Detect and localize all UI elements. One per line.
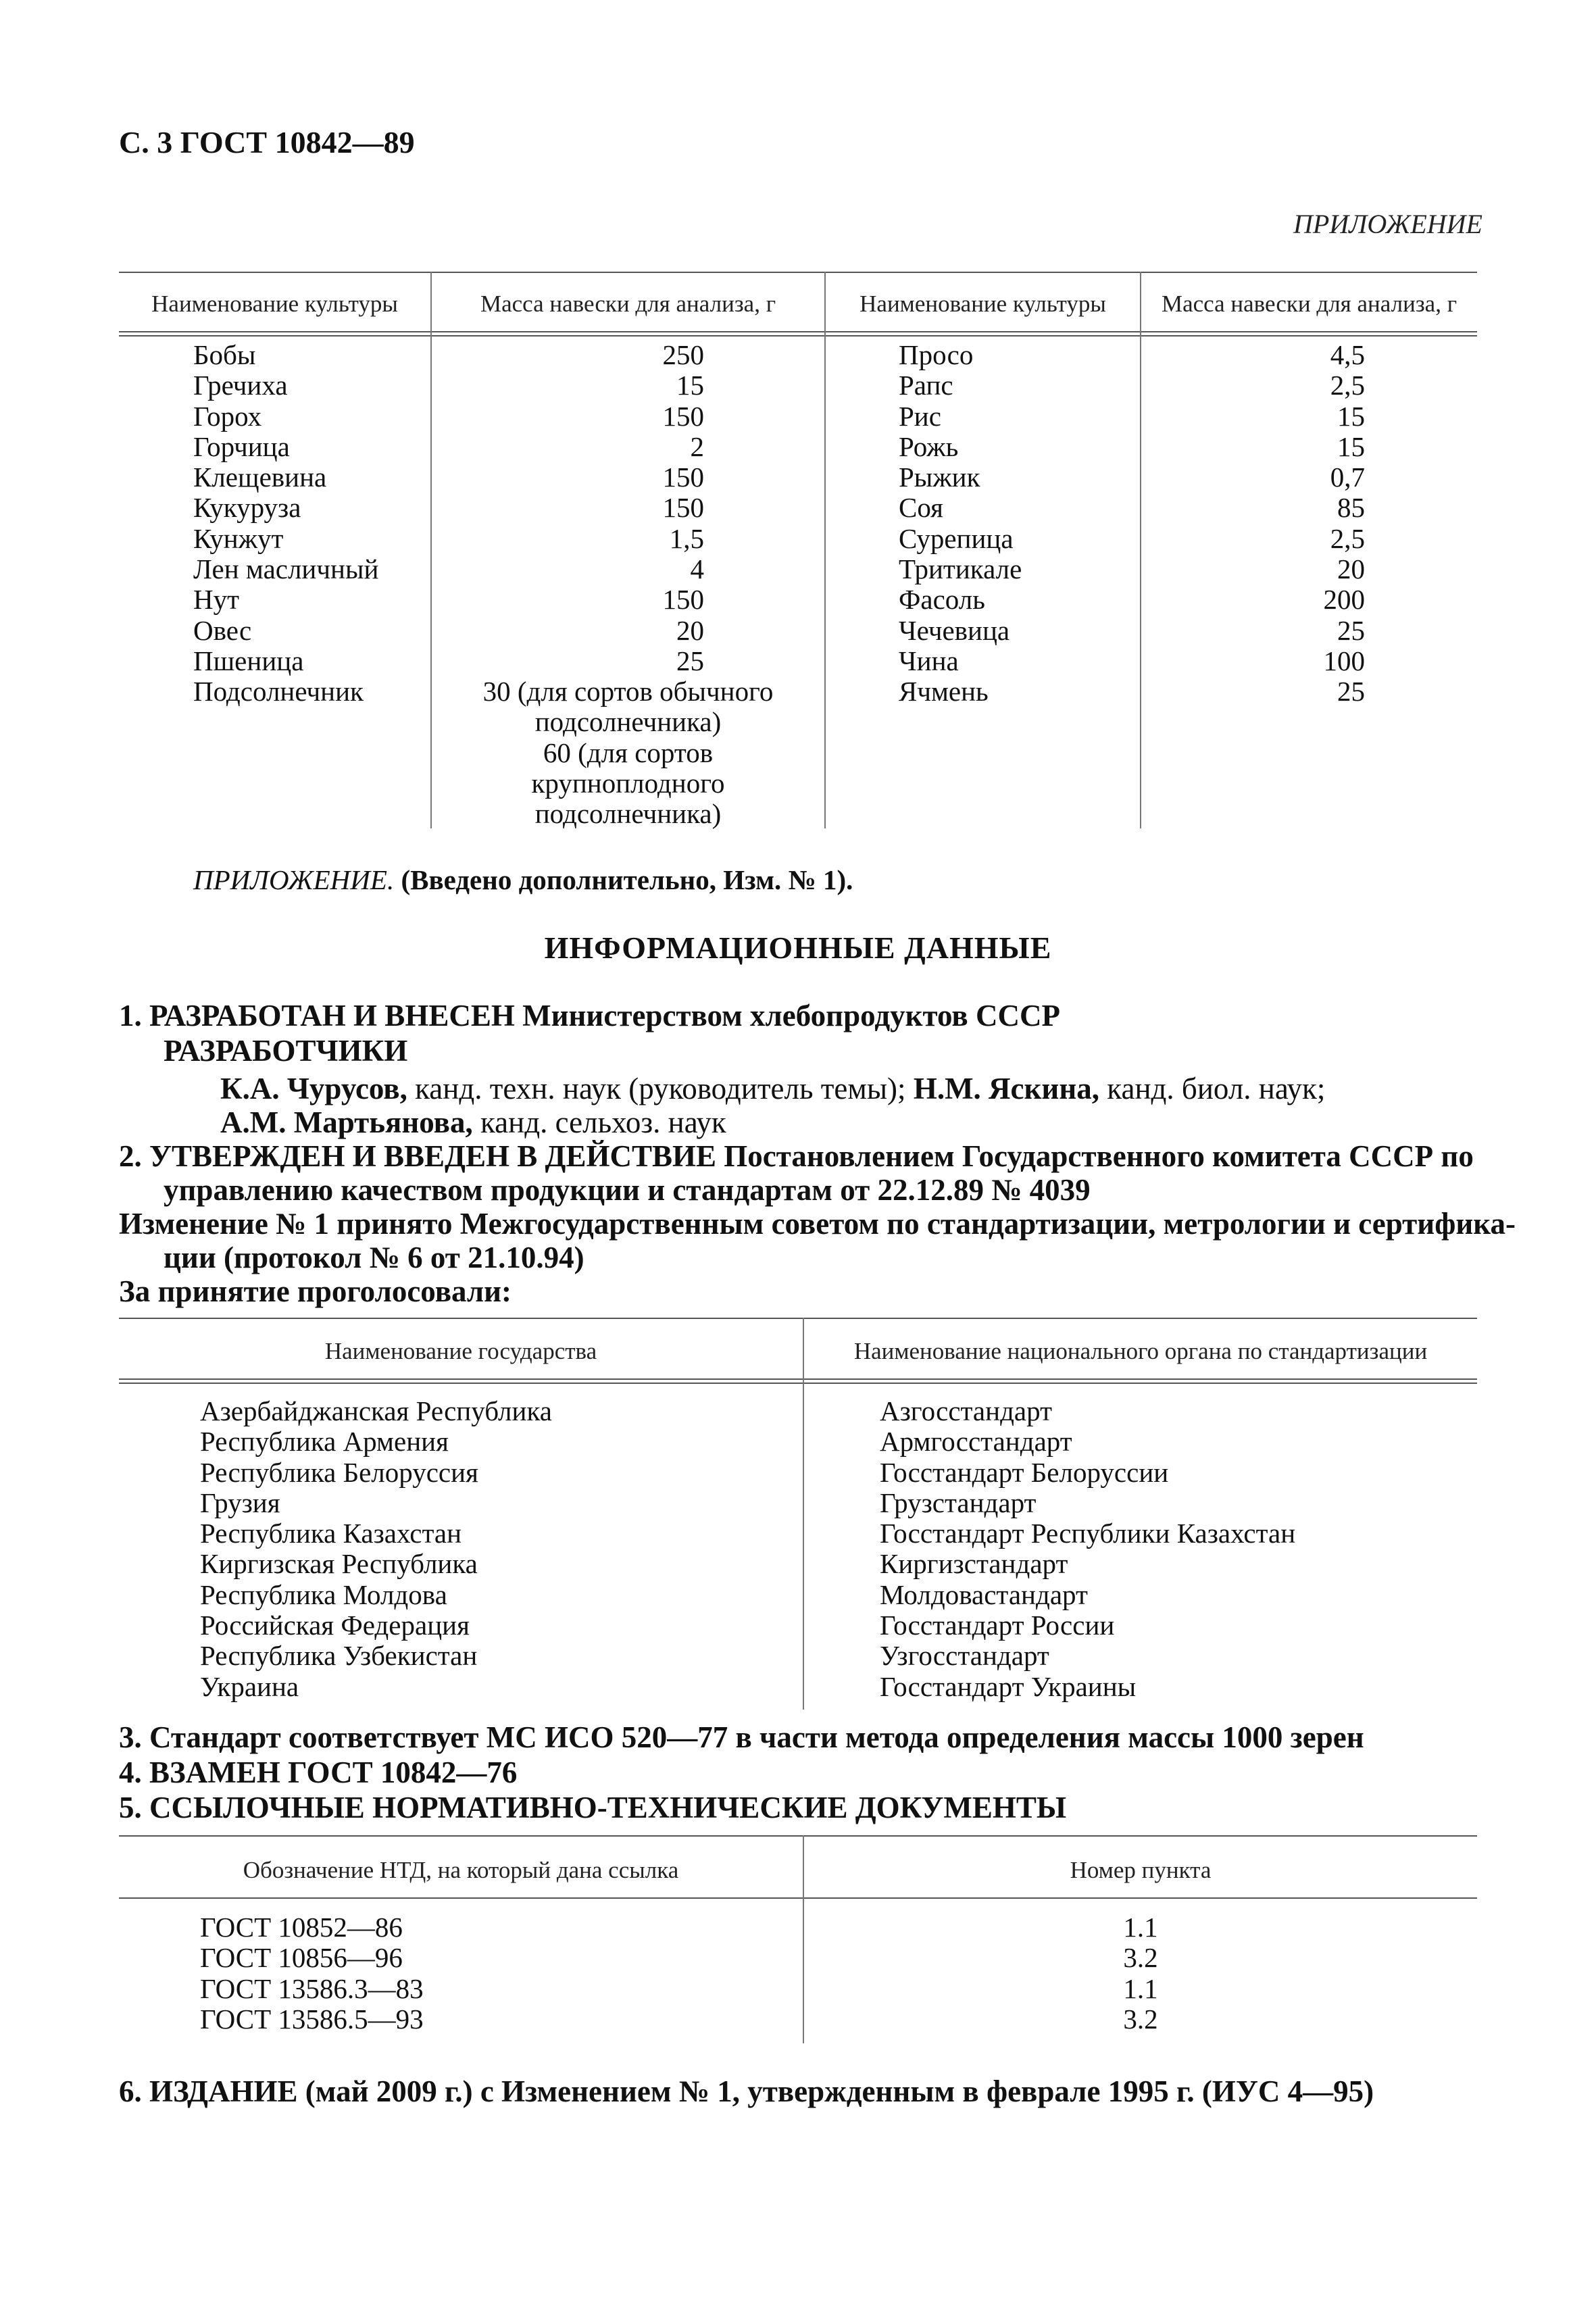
point-number: 3.2	[1123, 2003, 1158, 2035]
mass-value: 25	[676, 645, 704, 676]
mass-note-line: крупноплодного	[531, 767, 725, 799]
developer-name: Н.М. Яскина,	[913, 1072, 1100, 1105]
mass-value: 2	[690, 430, 704, 462]
doc-reference: ГОСТ 10856—96	[200, 1942, 403, 1974]
change-note-line-2: ции (протокол № 6 от 21.10.94)	[164, 1241, 584, 1274]
table-header-rule	[119, 1897, 1477, 1899]
state-list	[200, 1396, 552, 1702]
crop-name: Соя	[899, 492, 943, 524]
col-header-body: Наименование национального органа по стандартизации	[853, 1338, 1428, 1364]
mass-value: 100	[1323, 645, 1365, 676]
developer-role: канд. сельхоз. наук	[480, 1105, 726, 1139]
doc-reference: ГОСТ 13586.3—83	[200, 1972, 424, 2004]
state-name: Грузия	[200, 1487, 280, 1518]
col-header-mass: Масса навески для анализа, г	[1161, 291, 1457, 317]
crop-name: Чечевица	[899, 614, 1010, 646]
crop-name: Гречиха	[193, 370, 288, 401]
point-number: 1.1	[1123, 1972, 1158, 2004]
mass-note-line: подсолнечника)	[534, 706, 722, 738]
sunflower-mass-cell	[432, 676, 824, 829]
crop-name: Овес	[193, 614, 252, 646]
mass-value: 150	[662, 584, 704, 616]
item-3: 3. Стандарт соответствует МС ИСО 520—77 в части метода определения массы 1000 зерен	[119, 1720, 1364, 1754]
item-2-line-2: управлению качеством продукции и стандартам от 22.12.89 № 4039	[164, 1173, 1091, 1207]
mass-value: 4,5	[1330, 339, 1365, 370]
table-col-divider	[1140, 272, 1141, 828]
crop-name: Лен масличный	[193, 553, 379, 585]
mass-value: 2,5	[1330, 370, 1365, 401]
left-crop-list	[193, 340, 378, 707]
mass-value: 20	[1337, 553, 1365, 585]
crop-name: Нут	[193, 584, 240, 616]
point-number: 1.1	[1123, 1912, 1158, 1943]
col-header-point: Номер пункта	[1070, 1857, 1212, 1883]
standards-body: Госстандарт России	[880, 1610, 1115, 1641]
crop-name: Чина	[899, 645, 959, 676]
table-col-divider	[824, 272, 826, 828]
crop-name: Фасоль	[899, 584, 985, 616]
page-header: С. 3 ГОСТ 10842—89	[119, 125, 415, 159]
mass-value: 20	[676, 614, 704, 646]
developers-line-1	[220, 1072, 1325, 1105]
crop-name: Рис	[899, 400, 941, 432]
change-note-line-3: За принятие проголосовали:	[119, 1274, 512, 1308]
mass-value: 2,5	[1330, 522, 1365, 554]
crop-name: Сурепица	[899, 522, 1014, 554]
standards-body: Госстандарт Республики Казахстан	[880, 1518, 1296, 1549]
point-list	[804, 1912, 1477, 2035]
mass-value: 150	[662, 400, 704, 432]
doc-list	[200, 1912, 424, 2035]
crop-name: Рожь	[899, 430, 959, 462]
developer-name: К.А. Чурусов,	[220, 1072, 407, 1105]
mass-value: 1,5	[669, 522, 704, 554]
mass-value: 150	[662, 462, 704, 493]
mass-note-line: подсолнечника)	[534, 798, 722, 830]
crop-name: Бобы	[193, 339, 256, 370]
crop-name: Кунжут	[193, 522, 284, 554]
state-name: Российская Федерация	[200, 1610, 470, 1641]
state-name: Республика Казахстан	[200, 1518, 462, 1549]
item-1: 1. РАЗРАБОТАН И ВНЕСЕН Министерством хлебопродуктов СССР	[119, 999, 1060, 1032]
change-note-line-1: Изменение № 1 принято Межгосударственным советом по стандартизации, метрологии и сертифика-	[119, 1207, 1516, 1241]
appendix-label: ПРИЛОЖЕНИЕ	[1293, 209, 1482, 239]
state-name: Украина	[200, 1670, 299, 1702]
standards-body: Узгосстандарт	[880, 1640, 1049, 1672]
standards-body: Грузстандарт	[880, 1487, 1037, 1518]
mass-note-line: 60 (для сортов	[543, 737, 714, 768]
col-header-crop: Наименование культуры	[151, 291, 398, 317]
mass-note-line: 30 (для сортов обычного	[482, 676, 774, 707]
mass-value: 25	[1337, 676, 1365, 707]
mass-value: 15	[1337, 400, 1365, 432]
state-name: Республика Армения	[200, 1426, 449, 1458]
state-name: Республика Узбекистан	[200, 1640, 478, 1672]
standards-body: Госстандарт Белоруссии	[880, 1456, 1169, 1488]
table-top-rule	[119, 1835, 1477, 1837]
crop-name: Ячмень	[899, 676, 989, 707]
info-title: ИНФОРМАЦИОННЫЕ ДАННЫЕ	[544, 930, 1052, 965]
table-header-rule-2	[119, 335, 1477, 337]
doc-reference: ГОСТ 13586.5—93	[200, 2003, 424, 2035]
right-mass-list	[1284, 340, 1365, 707]
table-top-rule	[119, 272, 1477, 273]
developers-line-2	[220, 1105, 726, 1139]
crop-name: Рыжик	[899, 462, 980, 493]
crop-name: Пшеница	[193, 645, 304, 676]
col-header-mass: Масса навески для анализа, г	[480, 291, 776, 317]
col-header-doc: Обозначение НТД, на который дана ссылка	[243, 1857, 679, 1883]
mass-value: 25	[1337, 614, 1365, 646]
table-col-divider	[803, 1318, 804, 1710]
mass-value: 150	[662, 492, 704, 524]
left-mass-list	[608, 340, 704, 676]
state-name: Киргизская Республика	[200, 1548, 478, 1580]
item-2-line-1: 2. УТВЕРЖДЕН И ВВЕДЕН В ДЕЙСТВИЕ Постановлением Государственного комитета СССР по	[119, 1139, 1474, 1173]
doc-reference: ГОСТ 10852—86	[200, 1912, 403, 1943]
mass-value: 85	[1337, 492, 1365, 524]
state-name: Азербайджанская Республика	[200, 1395, 552, 1426]
mass-value: 0,7	[1330, 462, 1365, 493]
appendix-note-label: ПРИЛОЖЕНИЕ.	[193, 864, 395, 895]
state-name: Республика Белоруссия	[200, 1456, 478, 1488]
point-number: 3.2	[1123, 1942, 1158, 1974]
standards-body: Госстандарт Украины	[880, 1670, 1137, 1702]
item-4: 4. ВЗАМЕН ГОСТ 10842—76	[119, 1756, 518, 1789]
developer-name: А.М. Мартьянова,	[220, 1105, 473, 1139]
developer-role: канд. биол. наук;	[1107, 1072, 1326, 1105]
item-5: 5. ССЫЛОЧНЫЕ НОРМАТИВНО-ТЕХНИЧЕСКИЕ ДОКУМЕНТЫ	[119, 1791, 1067, 1824]
body-list	[880, 1396, 1295, 1702]
crop-name: Кукуруза	[193, 492, 301, 524]
crop-name: Просо	[899, 339, 974, 370]
developer-role: канд. техн. наук (руководитель темы);	[415, 1072, 906, 1105]
standards-body: Киргизстандарт	[880, 1548, 1068, 1580]
table-header-rule	[119, 331, 1477, 332]
mass-value: 15	[676, 370, 704, 401]
standards-body: Молдовастандарт	[880, 1578, 1088, 1610]
col-header-state: Наименование государства	[324, 1338, 597, 1364]
table-header-rule	[119, 1378, 1477, 1380]
appendix-note-text: (Введено дополнительно, Изм. № 1).	[401, 864, 853, 895]
table-top-rule	[119, 1318, 1477, 1319]
mass-value: 4	[690, 553, 704, 585]
appendix-note	[193, 865, 853, 895]
mass-value: 200	[1323, 584, 1365, 616]
crop-name: Подсолнечник	[193, 676, 364, 707]
standards-body: Азгосстандарт	[880, 1395, 1053, 1426]
item-6: 6. ИЗДАНИЕ (май 2009 г.) с Изменением № 1, утвержденным в феврале 1995 г. (ИУС 4—95)	[119, 2074, 1374, 2108]
standards-body: Армгосстандарт	[880, 1426, 1072, 1458]
crop-name: Рапс	[899, 370, 953, 401]
right-crop-list	[899, 340, 1022, 707]
crop-name: Горчица	[193, 430, 290, 462]
mass-value: 250	[662, 339, 704, 370]
crop-name: Горох	[193, 400, 262, 432]
table-header-rule-2	[119, 1383, 1477, 1384]
mass-value: 15	[1337, 430, 1365, 462]
crop-name: Тритикале	[899, 553, 1022, 585]
crop-name: Клещевина	[193, 462, 327, 493]
developers-label: РАЗРАБОТЧИКИ	[164, 1034, 408, 1068]
col-header-crop: Наименование культуры	[859, 291, 1106, 317]
state-name: Республика Молдова	[200, 1578, 447, 1610]
